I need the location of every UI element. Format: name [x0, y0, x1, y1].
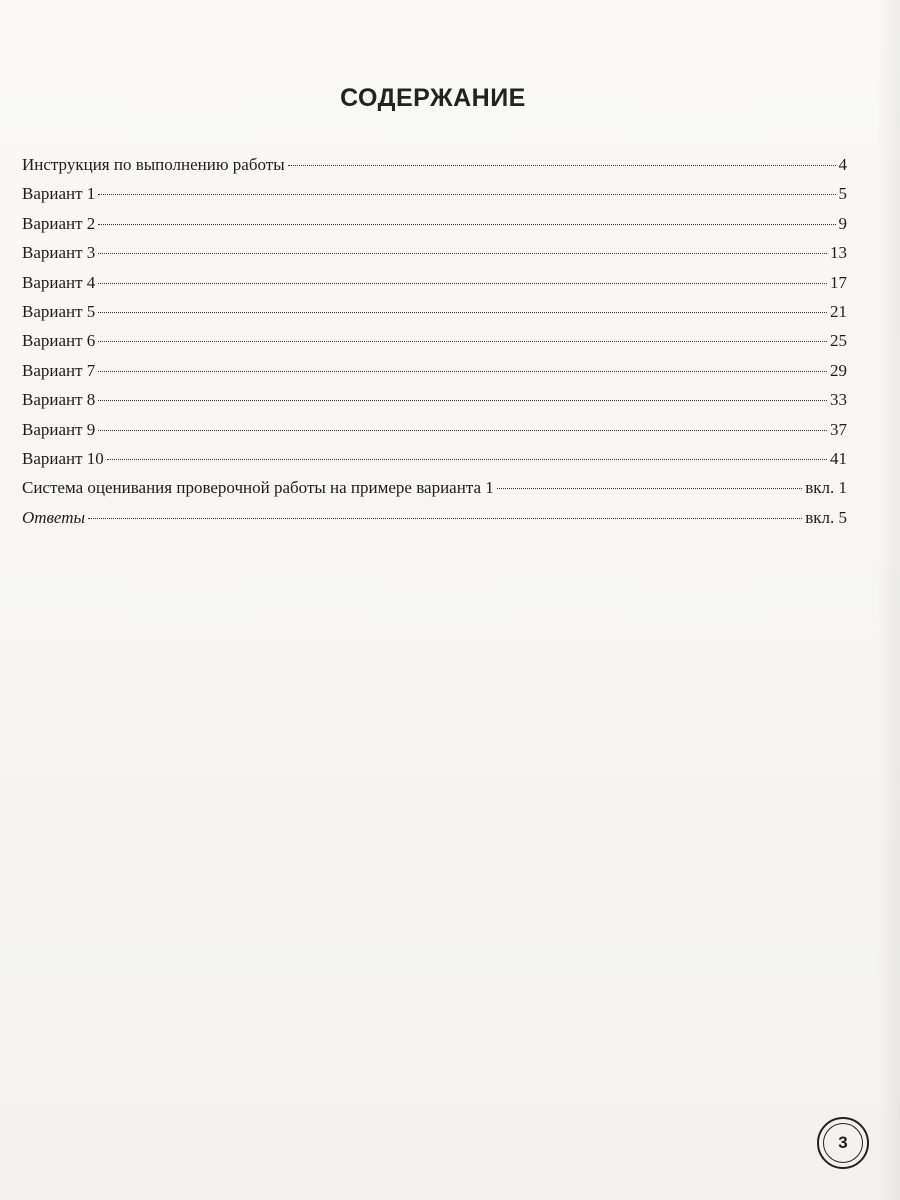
toc-entry — [22, 415, 847, 444]
toc-entry-title: Вариант 5 — [22, 301, 96, 321]
toc-entry — [22, 297, 847, 326]
toc-entry — [22, 385, 847, 414]
toc-dot-leader — [88, 518, 802, 519]
toc-entry — [22, 268, 847, 297]
toc-entry-title: Вариант 7 — [22, 360, 96, 380]
toc-entry — [22, 209, 847, 238]
toc-dot-leader — [98, 253, 827, 254]
toc-dot-leader — [98, 312, 827, 313]
toc-entry-title: Вариант 8 — [22, 390, 96, 410]
toc-entry-title: Вариант 9 — [22, 419, 96, 439]
toc-entry-title: Вариант 10 — [22, 448, 104, 468]
toc-entry-page: 33 — [830, 390, 847, 410]
toc-dot-leader — [288, 165, 836, 166]
page-number: 3 — [823, 1123, 863, 1163]
toc-entry-page: 25 — [830, 331, 847, 351]
toc-dot-leader — [497, 488, 802, 489]
toc-entry-page: вкл. 5 — [805, 507, 847, 527]
toc-entry-title: Вариант 2 — [22, 213, 96, 233]
toc-entry — [22, 150, 847, 179]
toc-dot-leader — [98, 341, 827, 342]
toc-entry-title: Система оценивания проверочной работы на примере варианта 1 — [22, 478, 494, 498]
page-number-badge — [817, 1117, 869, 1169]
toc-entry-page: вкл. 1 — [805, 478, 847, 498]
toc-entry-page: 4 — [838, 155, 847, 174]
toc-entry — [22, 473, 847, 502]
toc-entry-page: 5 — [838, 184, 847, 204]
toc-entry — [22, 179, 847, 208]
toc-dot-leader — [98, 224, 835, 225]
toc-entry-page: 41 — [830, 448, 847, 468]
toc-entry-page: 13 — [830, 243, 847, 263]
toc-entry-title: Вариант 1 — [22, 184, 96, 204]
toc-entry — [22, 326, 847, 355]
toc-entry-page: 17 — [830, 272, 847, 292]
toc-entry-page: 29 — [830, 360, 847, 380]
toc-entry-page: 37 — [830, 419, 847, 439]
toc-entry — [22, 444, 847, 473]
toc-entry — [22, 356, 847, 385]
toc-entry-title: Ответы — [22, 507, 86, 527]
toc-dot-leader — [98, 400, 827, 401]
toc-entry-page: 9 — [838, 213, 847, 233]
toc-entry-title: Вариант 6 — [22, 331, 96, 351]
table-of-contents — [22, 150, 847, 532]
toc-entry — [22, 238, 847, 267]
toc-dot-leader — [98, 371, 827, 372]
page-edge-shadow — [878, 0, 900, 1200]
toc-dot-leader — [98, 194, 835, 195]
toc-entry — [22, 503, 847, 532]
toc-entry-title: Вариант 4 — [22, 272, 96, 292]
toc-entry-title: Инструкция по выполнению работы — [22, 155, 285, 174]
toc-entry-title: Вариант 3 — [22, 243, 96, 263]
toc-entry-page: 21 — [830, 301, 847, 321]
toc-dot-leader — [98, 283, 827, 284]
toc-dot-leader — [98, 430, 827, 431]
toc-dot-leader — [107, 459, 827, 460]
page-title: СОДЕРЖАНИЕ — [340, 84, 526, 112]
